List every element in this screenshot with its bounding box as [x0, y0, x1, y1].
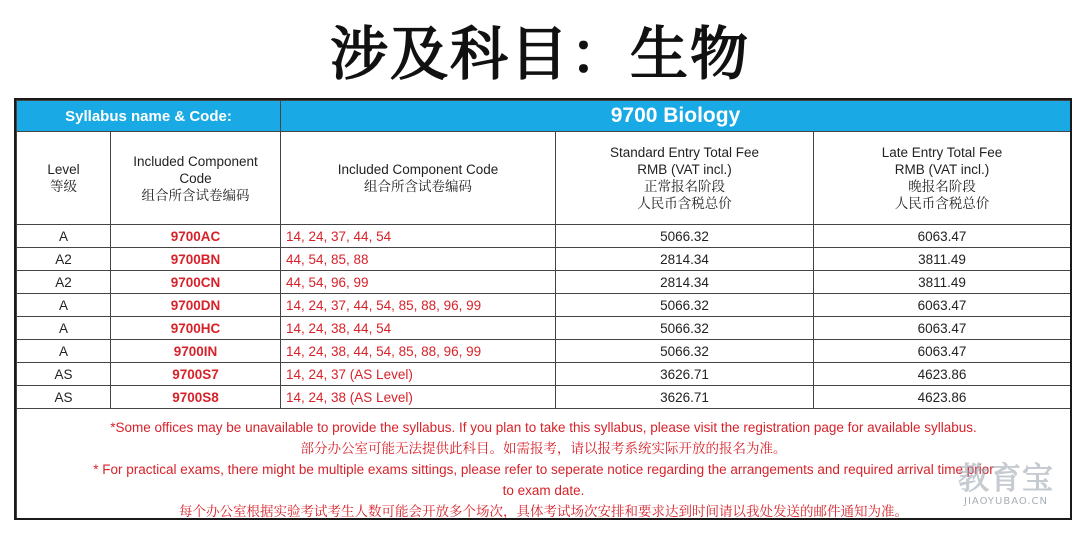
row-level: A — [17, 317, 111, 340]
header-standard-fee-line4: 人民币含税总价 — [637, 196, 732, 211]
row-components: 14, 24, 38 (AS Level) — [281, 386, 556, 409]
header-late-fee-line1: Late Entry Total Fee — [881, 145, 1003, 160]
header-late-fee-line4: 人民币含税总价 — [894, 196, 990, 211]
note-practical-en-cont: to exam date. — [502, 483, 585, 498]
row-components: 14, 24, 38, 44, 54 — [281, 317, 556, 340]
table-row — [17, 294, 1071, 317]
row-standard-fee: 2814.34 — [556, 248, 814, 271]
header-standard-fee-line1: Standard Entry Total Fee — [609, 145, 760, 160]
header-component-code-line1: Included Component — [133, 153, 258, 169]
table-row — [17, 271, 1071, 294]
row-standard-fee: 2814.34 — [556, 271, 814, 294]
fee-table-frame — [14, 98, 1072, 520]
row-level: A — [17, 225, 111, 248]
table-row — [17, 386, 1071, 409]
notes-cell — [17, 409, 1071, 521]
syllabus-label: Syllabus name & Code: — [17, 101, 281, 132]
header-component-list-cn: 组合所含试卷编码 — [364, 179, 472, 194]
row-code: 9700HC — [111, 317, 281, 340]
table-row — [17, 317, 1071, 340]
row-components: 44, 54, 96, 99 — [281, 271, 556, 294]
row-code: 9700IN — [111, 340, 281, 363]
row-late-fee: 6063.47 — [814, 340, 1071, 363]
header-standard-fee-line3: 正常报名阶段 — [644, 179, 725, 194]
watermark-text: 教育宝 — [958, 461, 1054, 497]
row-standard-fee: 5066.32 — [556, 340, 814, 363]
header-level-cn: 等级 — [50, 179, 77, 194]
row-standard-fee: 5066.32 — [556, 317, 814, 340]
table-row — [17, 340, 1071, 363]
header-component-list-en: Included Component Code — [337, 162, 499, 177]
row-late-fee: 3811.49 — [814, 271, 1071, 294]
header-component-list — [281, 132, 556, 225]
row-level: AS — [17, 386, 111, 409]
row-code: 9700S7 — [111, 363, 281, 386]
header-late-fee-line3: 晚报名阶段 — [908, 179, 976, 194]
row-standard-fee: 3626.71 — [556, 363, 814, 386]
table-row — [17, 248, 1071, 271]
notes-row — [17, 409, 1071, 521]
row-code: 9700BN — [111, 248, 281, 271]
row-level: AS — [17, 363, 111, 386]
header-component-code — [111, 132, 281, 225]
header-level-en: Level — [47, 162, 80, 177]
table-row — [17, 363, 1071, 386]
row-late-fee: 6063.47 — [814, 317, 1071, 340]
row-standard-fee: 5066.32 — [556, 225, 814, 248]
row-code: 9700S8 — [111, 386, 281, 409]
row-late-fee: 3811.49 — [814, 248, 1071, 271]
row-level: A2 — [17, 248, 111, 271]
syllabus-name: 9700 Biology — [281, 101, 1071, 132]
row-level: A2 — [17, 271, 111, 294]
row-code: 9700DN — [111, 294, 281, 317]
page-title: 涉及科目：生物 — [329, 20, 750, 88]
header-component-code-line2: Code — [179, 170, 212, 186]
header-standard-fee — [556, 132, 814, 225]
row-level: A — [17, 294, 111, 317]
header-row — [17, 132, 1071, 225]
syllabus-row — [17, 101, 1071, 132]
row-components: 44, 54, 85, 88 — [281, 248, 556, 271]
row-components: 14, 24, 37, 44, 54, 85, 88, 96, 99 — [281, 294, 556, 317]
note-practical-en: * For practical exams, there might be multiple exams sittings, please refer to seperate notice regarding the arrangements and required arrival time prior — [93, 462, 994, 477]
row-level: A — [17, 340, 111, 363]
header-late-fee — [814, 132, 1071, 225]
row-standard-fee: 3626.71 — [556, 386, 814, 409]
row-components: 14, 24, 37 (AS Level) — [281, 363, 556, 386]
header-component-code-cn: 组合所含试卷编码 — [141, 187, 250, 203]
note-syllabus-en: *Some offices may be unavailable to provide the syllabus. If you plan to take this syllabus, please visit the registration page for available syllabus. — [110, 420, 977, 435]
row-components: 14, 24, 37, 44, 54 — [281, 225, 556, 248]
row-late-fee: 4623.86 — [814, 386, 1071, 409]
row-standard-fee: 5066.32 — [556, 294, 814, 317]
header-level — [17, 132, 111, 225]
row-components: 14, 24, 38, 44, 54, 85, 88, 96, 99 — [281, 340, 556, 363]
fee-table — [16, 100, 1071, 520]
watermark-url: JIAOYUBAO.CN — [964, 496, 1048, 507]
row-code: 9700CN — [111, 271, 281, 294]
row-code: 9700AC — [111, 225, 281, 248]
header-standard-fee-line2: RMB (VAT incl.) — [637, 162, 732, 177]
note-practical-cn: 每个办公室根据实验考试考生人数可能会开放多个场次，具体考试场次安排和要求达到时间请以我处发送的邮件通知为准。 — [179, 504, 908, 519]
header-late-fee-line2: RMB (VAT incl.) — [894, 162, 990, 177]
row-late-fee: 4623.86 — [814, 363, 1071, 386]
table-row — [17, 225, 1071, 248]
note-syllabus-cn: 部分办公室可能无法提供此科目。如需报考，请以报考系统实际开放的报名为准。 — [300, 441, 787, 456]
row-late-fee: 6063.47 — [814, 294, 1071, 317]
row-late-fee: 6063.47 — [814, 225, 1071, 248]
